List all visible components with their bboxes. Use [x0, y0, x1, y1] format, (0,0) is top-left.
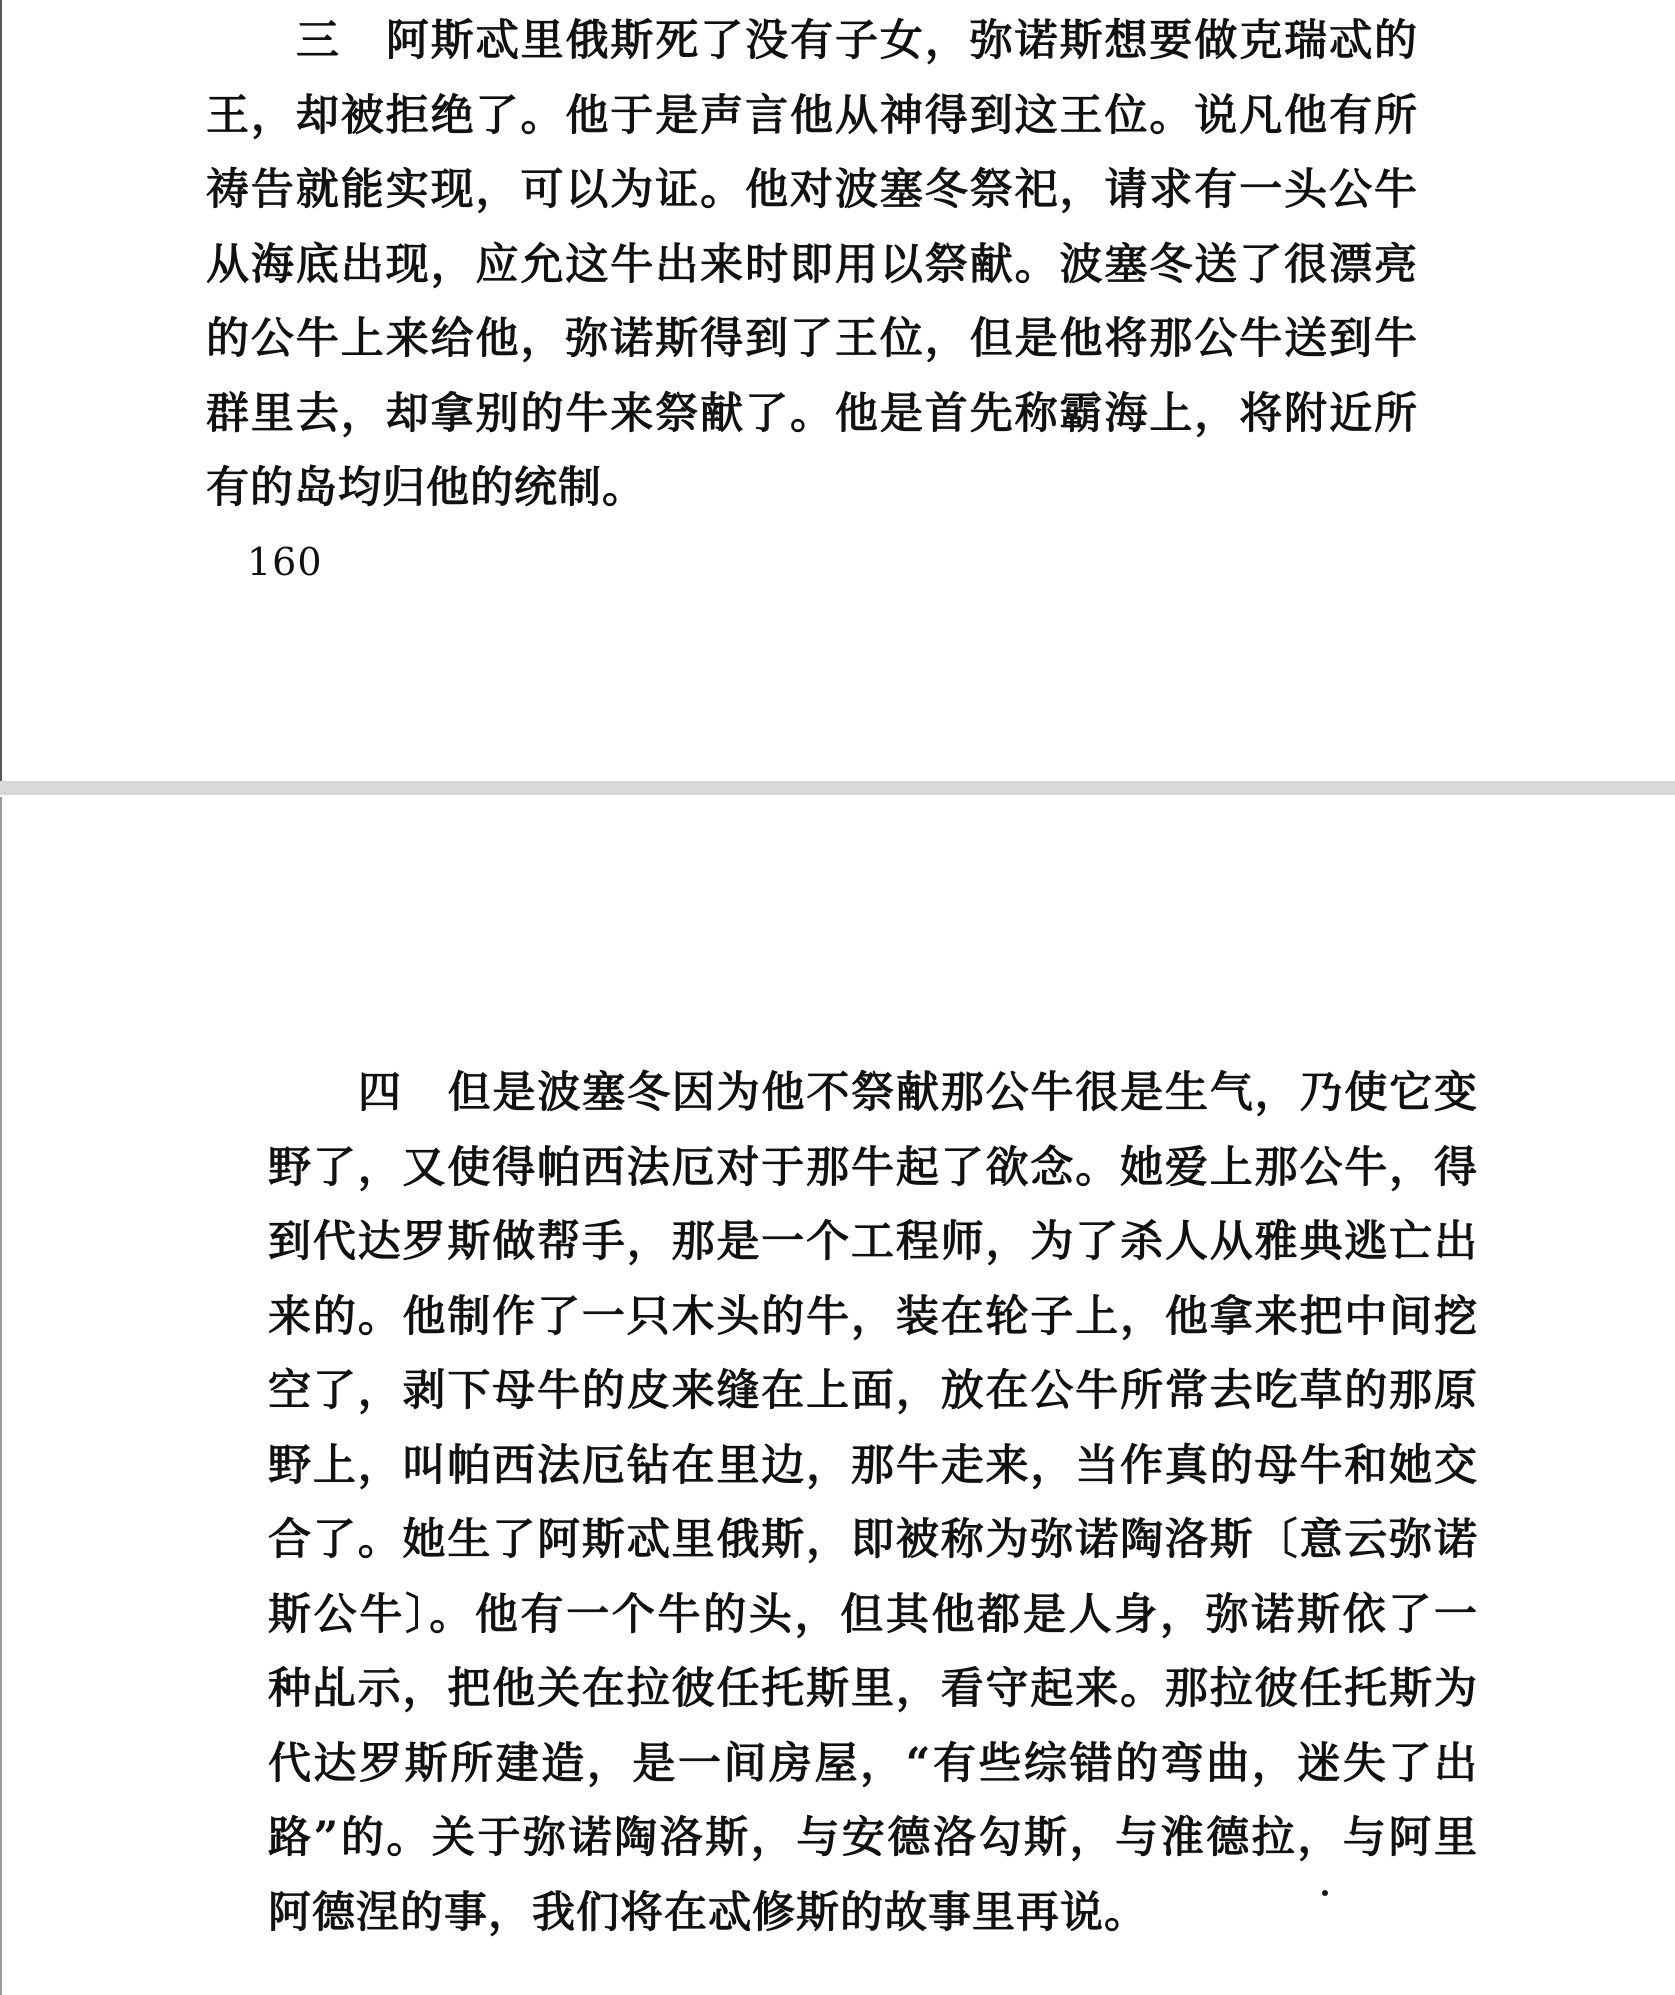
upper-page — [0, 0, 1675, 783]
page-number: 160 — [247, 540, 323, 584]
page-separator — [0, 781, 1675, 795]
paragraph-section-3: 三 阿斯忒里俄斯死了没有子女，弥诺斯想要做克瑞忒的王，却被拒绝了。他于是声言他从神得到这王位。说凡他有所祷告就能实现，可以为证。他对波塞冬祭祀，请求有一头公牛从海底出现，应允这牛出来时即用以祭献。波塞冬送了很漂亮的公牛上来给他，弥诺斯得到了王位，但是他将那公牛送到牛群里去，却拿别的牛来祭献了。他是首先称霸海上，将附近所有的岛均归他的统制。 — [206, 16, 1418, 513]
paragraph-section-4: 四 但是波塞冬因为他不祭献那公牛很是生气，乃使它变野了，又使得帕西法厄对于那牛起了欲念。她爱上那公牛，得到代达罗斯做帮手，那是一个工程师，为了杀人从雅典逃亡出来的。他制作了一只木头的牛，装在轮子上，他拿来把中间挖空了，剥下母牛的皮来缝在上面，放在公牛所常去吃草的那原野上，叫帕西法厄钻在里边，那牛走来，当作真的母牛和她交合了。她生了阿斯忒里俄斯，即被称为弥诺陶洛斯〔意云弥诺斯公牛〕。他有一个牛的头，但其他都是人身，弥诺斯依了一种乩示，把他关在拉彼任托斯里，看守起来。那拉彼任托斯为代达罗斯所建造，是一间房屋，“有些综错的弯曲，迷失了出路”的。关于弥诺陶洛斯，与安德洛勾斯，与淮德拉，与阿里阿德涅的事，我们将在忒修斯的故事里再说。 — [268, 1068, 1478, 1938]
scan-speck — [1322, 1890, 1328, 1896]
